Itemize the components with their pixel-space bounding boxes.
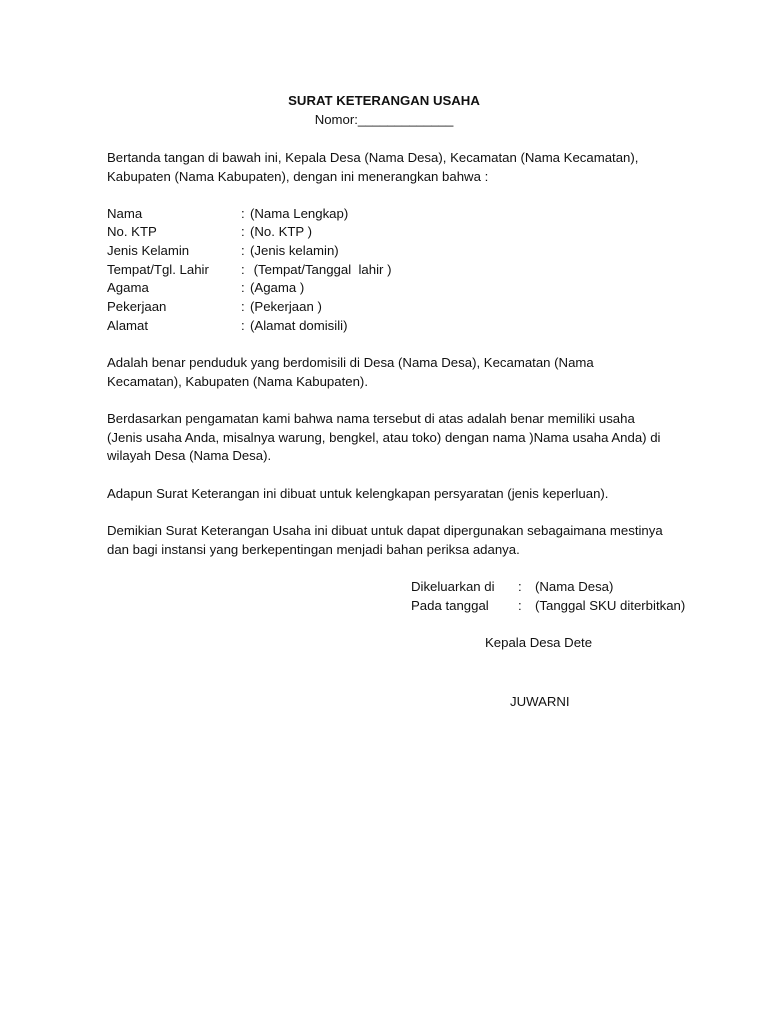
issued-place-value: (Nama Desa) bbox=[535, 579, 614, 594]
closing-paragraph bbox=[107, 522, 707, 559]
field-value: (Jenis kelamin) bbox=[250, 243, 339, 258]
field-value: (Tempat/Tanggal lahir ) bbox=[250, 262, 392, 277]
intro-paragraph bbox=[107, 149, 707, 186]
closing-line: Demikian Surat Keterangan Usaha ini dibuat untuk dapat dipergunakan sebagaimana mestinya bbox=[107, 523, 663, 538]
field-label: Jenis Kelamin bbox=[107, 243, 190, 258]
document-title: SURAT KETERANGAN USAHA bbox=[288, 93, 480, 108]
field-value: (Nama Lengkap) bbox=[250, 206, 349, 221]
purpose-paragraph bbox=[107, 485, 707, 504]
field-label: Agama bbox=[107, 280, 149, 295]
signatory-name: JUWARNI bbox=[510, 694, 570, 709]
intro-line: Kabupaten (Nama Kabupaten), dengan ini menerangkan bahwa : bbox=[107, 168, 489, 184]
business-line: wilayah Desa (Nama Desa). bbox=[107, 448, 272, 464]
field-value: (Pekerjaan ) bbox=[250, 299, 322, 314]
field-label: Nama bbox=[107, 206, 143, 221]
issued-place-colon: : bbox=[518, 579, 522, 594]
business-line: Berdasarkan pengamatan kami bahwa nama tersebut di atas adalah benar memiliki usaha bbox=[107, 411, 635, 426]
field-colon: : bbox=[241, 318, 245, 333]
field-label: Pekerjaan bbox=[107, 299, 167, 314]
domicile-line: Kecamatan), Kabupaten (Nama Kabupaten). bbox=[107, 373, 368, 389]
field-label: No. KTP bbox=[107, 224, 157, 239]
field-label: Tempat/Tgl. Lahir bbox=[107, 262, 209, 277]
field-colon: : bbox=[241, 299, 245, 314]
field-colon: : bbox=[241, 243, 245, 258]
signatory-position: Kepala Desa Dete bbox=[485, 635, 593, 650]
field-label: Alamat bbox=[107, 318, 149, 333]
field-colon: : bbox=[241, 206, 245, 221]
field-colon: : bbox=[241, 224, 245, 239]
issued-date-label: Pada tanggal bbox=[411, 598, 489, 613]
field-value: (Alamat domisili) bbox=[250, 318, 348, 333]
domicile-paragraph bbox=[107, 354, 707, 391]
intro-line: Bertanda tangan di bawah ini, Kepala Desa (Nama Desa), Kecamatan (Nama Kecamatan), bbox=[107, 150, 639, 165]
field-value: (No. KTP ) bbox=[250, 224, 313, 239]
purpose-line: Adapun Surat Keterangan ini dibuat untuk kelengkapan persyaratan (jenis keperluan). bbox=[107, 486, 609, 501]
field-colon: : bbox=[241, 262, 245, 277]
document-number: Nomor:_____________ bbox=[314, 112, 454, 127]
issued-place-label: Dikeluarkan di bbox=[411, 579, 495, 594]
issued-date-value: (Tanggal SKU diterbitkan) bbox=[535, 598, 686, 613]
business-paragraph bbox=[107, 410, 707, 466]
field-colon: : bbox=[241, 280, 245, 295]
domicile-line: Adalah benar penduduk yang berdomisili di Desa (Nama Desa), Kecamatan (Nama bbox=[107, 355, 594, 370]
field-value: (Agama ) bbox=[250, 280, 305, 295]
closing-line: dan bagi instansi yang berkepentingan menjadi bahan periksa adanya. bbox=[107, 541, 520, 557]
business-line: (Jenis usaha Anda, misalnya warung, bengkel, atau toko) dengan nama )Nama usaha Anda) di bbox=[107, 429, 661, 445]
issued-date-colon: : bbox=[518, 598, 522, 613]
